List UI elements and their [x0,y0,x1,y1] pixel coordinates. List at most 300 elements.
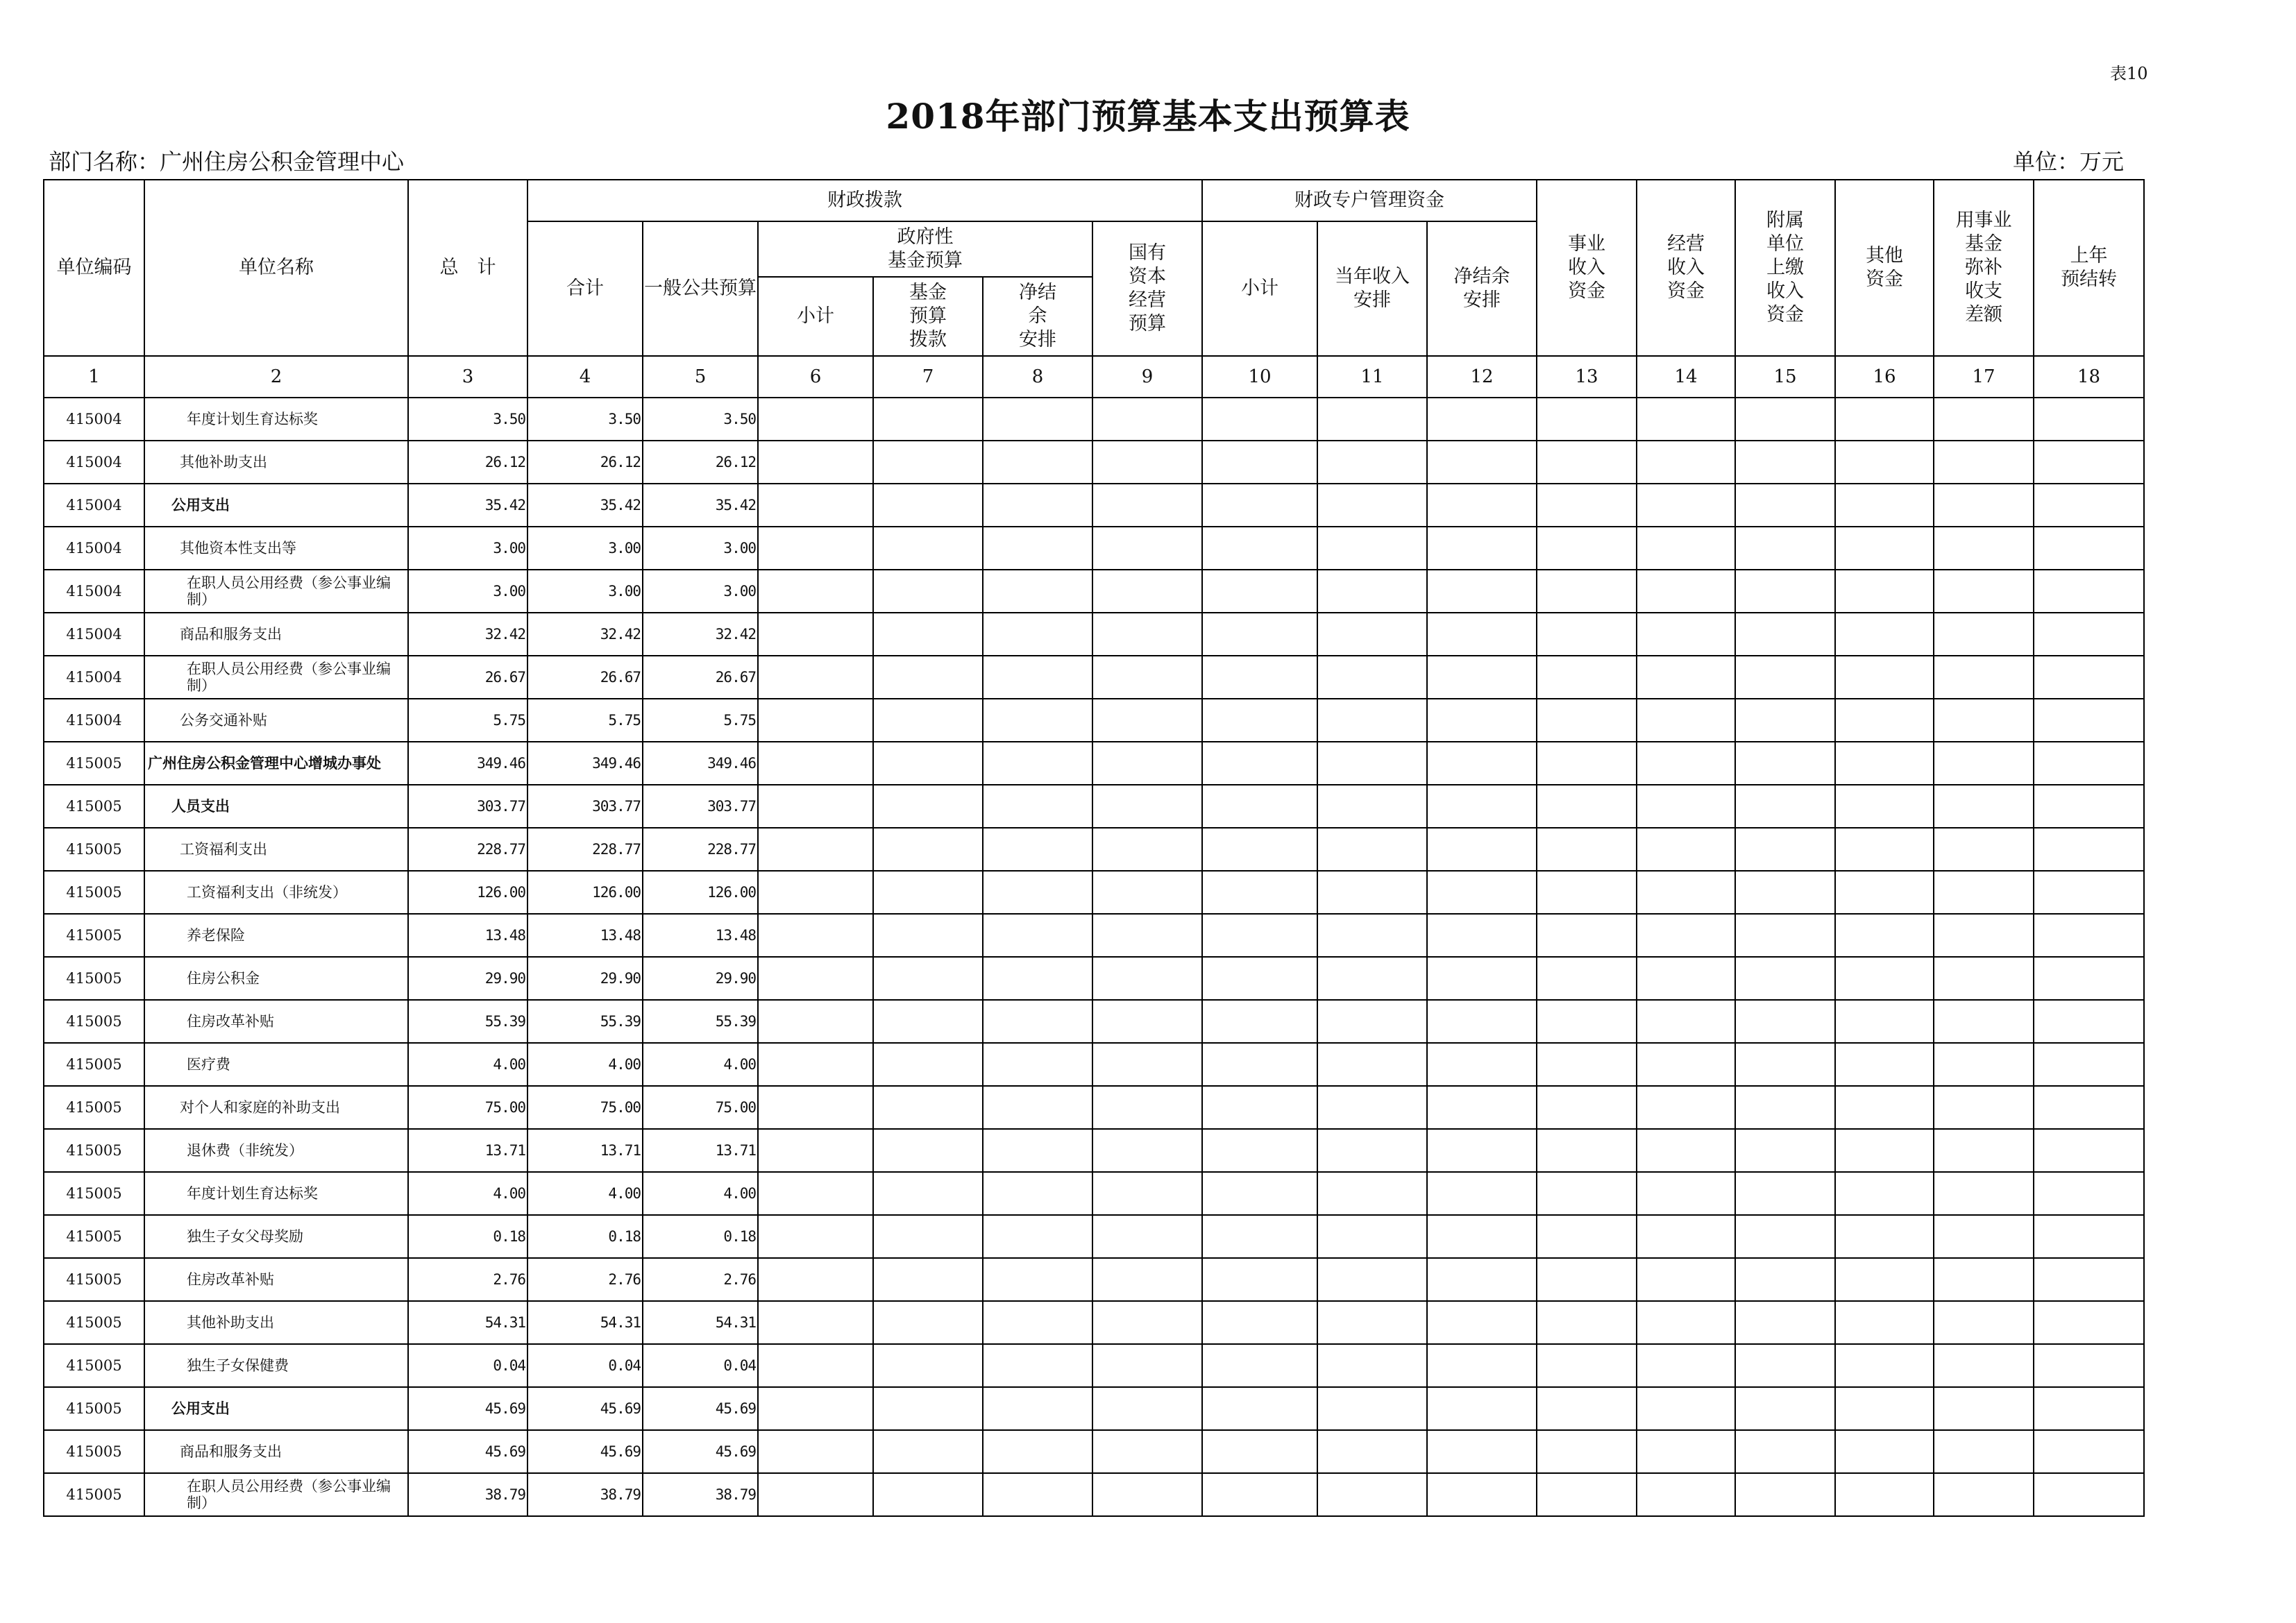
unit-name-cell: 公用支出 [144,1387,408,1430]
header-sp-subtotal: 小计 [1202,221,1317,356]
fiscal-total-cell: 55.39 [527,1000,643,1043]
fiscal-total-cell: 35.42 [527,484,643,527]
empty-cell [1735,398,1835,441]
table-row [44,1172,2144,1215]
table-row [44,1043,2144,1086]
col-number: 7 [873,356,983,398]
empty-cell [1735,1473,1835,1516]
total-cell: 35.42 [408,484,527,527]
fiscal-total-cell: 75.00 [527,1086,643,1129]
unit-code-cell: 415004 [44,699,144,742]
empty-cell [1427,441,1537,484]
total-cell: 13.71 [408,1129,527,1172]
empty-cell [1934,484,2034,527]
empty-cell [1427,828,1537,871]
empty-cell [1934,828,2034,871]
table-row [44,570,2144,613]
empty-cell [1092,699,1202,742]
total-cell: 3.00 [408,570,527,613]
empty-cell [1537,699,1637,742]
empty-cell [1427,570,1537,613]
empty-cell [1092,914,1202,957]
total-cell: 38.79 [408,1473,527,1516]
unit-code-cell: 415005 [44,1129,144,1172]
col-number: 17 [1934,356,2034,398]
unit-name-cell: 广州住房公积金管理中心增城办事处 [144,742,408,785]
empty-cell [983,1172,1092,1215]
total-cell: 45.69 [408,1387,527,1430]
unit-name-cell: 其他资本性支出等 [144,527,408,570]
col-number: 9 [1092,356,1202,398]
header-gov-subtotal: 小计 [758,277,873,356]
empty-cell [2034,1215,2144,1258]
empty-cell [758,398,873,441]
empty-cell [873,914,983,957]
unit-name-cell: 独生子女保健费 [144,1344,408,1387]
unit-name-cell: 其他补助支出 [144,441,408,484]
unit-code-cell: 415005 [44,742,144,785]
unit-code-cell: 415004 [44,527,144,570]
total-cell: 126.00 [408,871,527,914]
empty-cell [1202,613,1317,656]
empty-cell [1934,1344,2034,1387]
empty-cell [1092,441,1202,484]
empty-cell [873,742,983,785]
total-cell: 13.48 [408,914,527,957]
empty-cell [1637,398,1735,441]
empty-cell [1637,1473,1735,1516]
empty-cell [1835,1387,1934,1430]
header-code: 单位编码 [44,180,144,356]
general-budget-cell: 3.00 [643,527,758,570]
empty-cell [1934,613,2034,656]
table-row [44,1387,2144,1430]
table-row [44,1258,2144,1301]
empty-cell [1092,1129,1202,1172]
empty-cell [1317,871,1427,914]
unit-code-cell: 415005 [44,828,144,871]
empty-cell [1317,527,1427,570]
fiscal-total-cell: 32.42 [527,613,643,656]
empty-cell [758,1473,873,1516]
empty-cell [1092,1301,1202,1344]
empty-cell [1735,613,1835,656]
general-budget-cell: 4.00 [643,1172,758,1215]
general-budget-cell: 0.18 [643,1215,758,1258]
empty-cell [1537,484,1637,527]
empty-cell [983,1043,1092,1086]
empty-cell [873,1000,983,1043]
empty-cell [1202,441,1317,484]
empty-cell [983,871,1092,914]
general-budget-cell: 32.42 [643,613,758,656]
empty-cell [2034,1000,2144,1043]
empty-cell [1637,828,1735,871]
empty-cell [1735,1043,1835,1086]
empty-cell [983,785,1092,828]
empty-cell [1934,1129,2034,1172]
empty-cell [1317,570,1427,613]
fiscal-total-cell: 29.90 [527,957,643,1000]
empty-cell [983,484,1092,527]
header-other: 其他 资金 [1835,180,1934,356]
empty-cell [1835,828,1934,871]
empty-cell [1537,957,1637,1000]
empty-cell [2034,1043,2144,1086]
fiscal-total-cell: 3.00 [527,527,643,570]
empty-cell [983,1473,1092,1516]
empty-cell [2034,871,2144,914]
empty-cell [1317,742,1427,785]
empty-cell [1735,656,1835,699]
unit-name-cell: 工资福利支出（非统发） [144,871,408,914]
empty-cell [1537,914,1637,957]
table-number: 表10 [2110,64,2148,83]
fiscal-total-cell: 45.69 [527,1430,643,1473]
empty-cell [1202,398,1317,441]
empty-cell [1317,699,1427,742]
table-row [44,914,2144,957]
empty-cell [983,957,1092,1000]
empty-cell [1427,656,1537,699]
table-row [44,1086,2144,1129]
empty-cell [1637,1430,1735,1473]
header-name: 单位名称 [144,180,408,356]
empty-cell [1092,1473,1202,1516]
empty-cell [873,1258,983,1301]
empty-cell [1427,1000,1537,1043]
col-number: 16 [1835,356,1934,398]
unit-name-cell: 住房改革补贴 [144,1258,408,1301]
unit-code-cell: 415005 [44,1301,144,1344]
empty-cell [873,1387,983,1430]
empty-cell [983,527,1092,570]
empty-cell [1835,871,1934,914]
total-cell: 54.31 [408,1301,527,1344]
empty-cell [2034,441,2144,484]
empty-cell [1317,957,1427,1000]
empty-cell [1537,527,1637,570]
empty-cell [2034,527,2144,570]
col-number: 12 [1427,356,1537,398]
empty-cell [873,656,983,699]
fiscal-total-cell: 228.77 [527,828,643,871]
empty-cell [758,1129,873,1172]
empty-cell [983,742,1092,785]
empty-cell [1427,1086,1537,1129]
unit-name-cell: 住房公积金 [144,957,408,1000]
empty-cell [1934,398,2034,441]
total-cell: 55.39 [408,1000,527,1043]
empty-cell [1934,699,2034,742]
empty-cell [1735,1000,1835,1043]
unit-name-cell: 在职人员公用经费（参公事业编制） [144,570,408,613]
empty-cell [1427,785,1537,828]
empty-cell [1934,527,2034,570]
general-budget-cell: 2.76 [643,1258,758,1301]
empty-cell [1835,1086,1934,1129]
empty-cell [873,1172,983,1215]
empty-cell [1537,1000,1637,1043]
empty-cell [1835,613,1934,656]
empty-cell [1092,1258,1202,1301]
empty-cell [1735,570,1835,613]
empty-cell [1735,1215,1835,1258]
empty-cell [1934,1430,2034,1473]
unit-label: 单位：万元 [2013,148,2125,175]
table-row [44,871,2144,914]
col-number: 15 [1735,356,1835,398]
empty-cell [1934,871,2034,914]
empty-cell [1202,527,1317,570]
empty-cell [983,1387,1092,1430]
general-budget-cell: 5.75 [643,699,758,742]
empty-cell [2034,785,2144,828]
empty-cell [1427,957,1537,1000]
empty-cell [2034,398,2144,441]
empty-cell [1735,1086,1835,1129]
fiscal-total-cell: 5.75 [527,699,643,742]
page-title: 2018年部门预算基本支出预算表 [886,96,1410,137]
empty-cell [1092,398,1202,441]
table-row [44,1430,2144,1473]
empty-cell [1835,1258,1934,1301]
unit-name-cell: 人员支出 [144,785,408,828]
empty-cell [2034,1387,2144,1430]
table-row [44,742,2144,785]
total-cell: 303.77 [408,785,527,828]
unit-name-cell: 对个人和家庭的补助支出 [144,1086,408,1129]
empty-cell [1637,957,1735,1000]
general-budget-cell: 55.39 [643,1000,758,1043]
empty-cell [1934,1258,2034,1301]
empty-cell [1092,1430,1202,1473]
empty-cell [1202,1258,1317,1301]
general-budget-cell: 228.77 [643,828,758,871]
table-row [44,1000,2144,1043]
empty-cell [1427,1172,1537,1215]
fiscal-total-cell: 13.48 [527,914,643,957]
empty-cell [1202,914,1317,957]
empty-cell [1735,1430,1835,1473]
empty-cell [1317,1086,1427,1129]
empty-cell [1934,570,2034,613]
header-gov-fund: 政府性 基金预算 [758,221,1092,277]
empty-cell [983,1301,1092,1344]
empty-cell [1835,1215,1934,1258]
empty-cell [1202,828,1317,871]
empty-cell [1735,1258,1835,1301]
empty-cell [758,1430,873,1473]
unit-name-cell: 工资福利支出 [144,828,408,871]
unit-code-cell: 415005 [44,914,144,957]
empty-cell [1092,527,1202,570]
empty-cell [1637,1000,1735,1043]
empty-cell [1427,613,1537,656]
empty-cell [1427,1258,1537,1301]
empty-cell [873,613,983,656]
unit-code-cell: 415005 [44,1086,144,1129]
empty-cell [873,1344,983,1387]
fiscal-total-cell: 303.77 [527,785,643,828]
empty-cell [1202,1473,1317,1516]
total-cell: 3.00 [408,527,527,570]
empty-cell [873,570,983,613]
empty-cell [1537,1301,1637,1344]
total-cell: 45.69 [408,1430,527,1473]
empty-cell [1835,1344,1934,1387]
empty-cell [1934,914,2034,957]
empty-cell [873,527,983,570]
general-budget-cell: 45.69 [643,1430,758,1473]
empty-cell [873,1129,983,1172]
table-row [44,699,2144,742]
unit-code-cell: 415005 [44,1043,144,1086]
col-number: 6 [758,356,873,398]
unit-code-cell: 415004 [44,570,144,613]
empty-cell [2034,957,2144,1000]
empty-cell [1735,484,1835,527]
empty-cell [2034,1473,2144,1516]
empty-cell [1735,742,1835,785]
empty-cell [758,1043,873,1086]
total-cell: 0.18 [408,1215,527,1258]
empty-cell [758,1000,873,1043]
empty-cell [873,484,983,527]
empty-cell [1092,957,1202,1000]
empty-cell [1427,699,1537,742]
empty-cell [1735,914,1835,957]
empty-cell [1427,914,1537,957]
empty-cell [873,1301,983,1344]
empty-cell [983,656,1092,699]
empty-cell [1835,656,1934,699]
empty-cell [1835,527,1934,570]
unit-name-cell: 在职人员公用经费（参公事业编制） [144,1473,408,1516]
empty-cell [758,484,873,527]
empty-cell [1537,1473,1637,1516]
empty-cell [1092,1215,1202,1258]
empty-cell [1317,914,1427,957]
unit-code-cell: 415005 [44,1387,144,1430]
empty-cell [1835,1129,1934,1172]
empty-cell [1537,570,1637,613]
empty-cell [873,1086,983,1129]
empty-cell [1637,570,1735,613]
empty-cell [1934,1301,2034,1344]
empty-cell [758,871,873,914]
empty-cell [1537,828,1637,871]
empty-cell [1637,1258,1735,1301]
empty-cell [1317,828,1427,871]
fiscal-total-cell: 38.79 [527,1473,643,1516]
fiscal-total-cell: 13.71 [527,1129,643,1172]
empty-cell [2034,742,2144,785]
empty-cell [2034,1086,2144,1129]
unit-name-cell: 公务交通补贴 [144,699,408,742]
empty-cell [1637,1215,1735,1258]
empty-cell [1637,742,1735,785]
header-gov-budget: 基金 预算 拨款 [873,277,983,356]
header-general: 一般公共预算 [643,221,758,356]
empty-cell [983,398,1092,441]
empty-cell [1934,1172,2034,1215]
empty-cell [1317,613,1427,656]
total-cell: 29.90 [408,957,527,1000]
empty-cell [1092,742,1202,785]
empty-cell [1835,785,1934,828]
empty-cell [1427,1473,1537,1516]
header-gov-net: 净结 余 安排 [983,277,1092,356]
unit-name-cell: 年度计划生育达标奖 [144,1172,408,1215]
fiscal-total-cell: 26.67 [527,656,643,699]
unit-code-cell: 415005 [44,1430,144,1473]
empty-cell [1934,1043,2034,1086]
fiscal-total-cell: 349.46 [527,742,643,785]
empty-cell [1934,656,2034,699]
table-row [44,527,2144,570]
empty-cell [1202,1043,1317,1086]
empty-cell [2034,1344,2144,1387]
empty-cell [2034,484,2144,527]
empty-cell [1202,1129,1317,1172]
total-cell: 5.75 [408,699,527,742]
empty-cell [1427,1129,1537,1172]
unit-code-cell: 415005 [44,1172,144,1215]
empty-cell [1537,785,1637,828]
empty-cell [1637,699,1735,742]
empty-cell [1317,785,1427,828]
empty-cell [1637,914,1735,957]
empty-cell [758,656,873,699]
empty-cell [1092,656,1202,699]
empty-cell [983,1000,1092,1043]
empty-cell [2034,1129,2144,1172]
unit-code-cell: 415005 [44,1473,144,1516]
empty-cell [1637,1129,1735,1172]
unit-code-cell: 415005 [44,785,144,828]
empty-cell [983,699,1092,742]
empty-cell [758,1301,873,1344]
empty-cell [758,441,873,484]
general-budget-cell: 26.12 [643,441,758,484]
unit-code-cell: 415005 [44,1258,144,1301]
empty-cell [1317,441,1427,484]
empty-cell [1637,1301,1735,1344]
empty-cell [758,1086,873,1129]
total-cell: 228.77 [408,828,527,871]
empty-cell [1092,1344,1202,1387]
empty-cell [2034,699,2144,742]
unit-code-cell: 415004 [44,484,144,527]
empty-cell [758,785,873,828]
empty-cell [1427,1344,1537,1387]
empty-cell [1537,1215,1637,1258]
empty-cell [1735,828,1835,871]
empty-cell [1735,441,1835,484]
empty-cell [1092,1387,1202,1430]
empty-cell [873,785,983,828]
empty-cell [873,441,983,484]
empty-cell [1317,1344,1427,1387]
header-affiliated: 附属 单位 上缴 收入 资金 [1735,180,1835,356]
empty-cell [873,1043,983,1086]
table-row [44,1215,2144,1258]
fiscal-total-cell: 0.18 [527,1215,643,1258]
empty-cell [1835,1172,1934,1215]
empty-cell [1637,613,1735,656]
empty-cell [1092,1086,1202,1129]
